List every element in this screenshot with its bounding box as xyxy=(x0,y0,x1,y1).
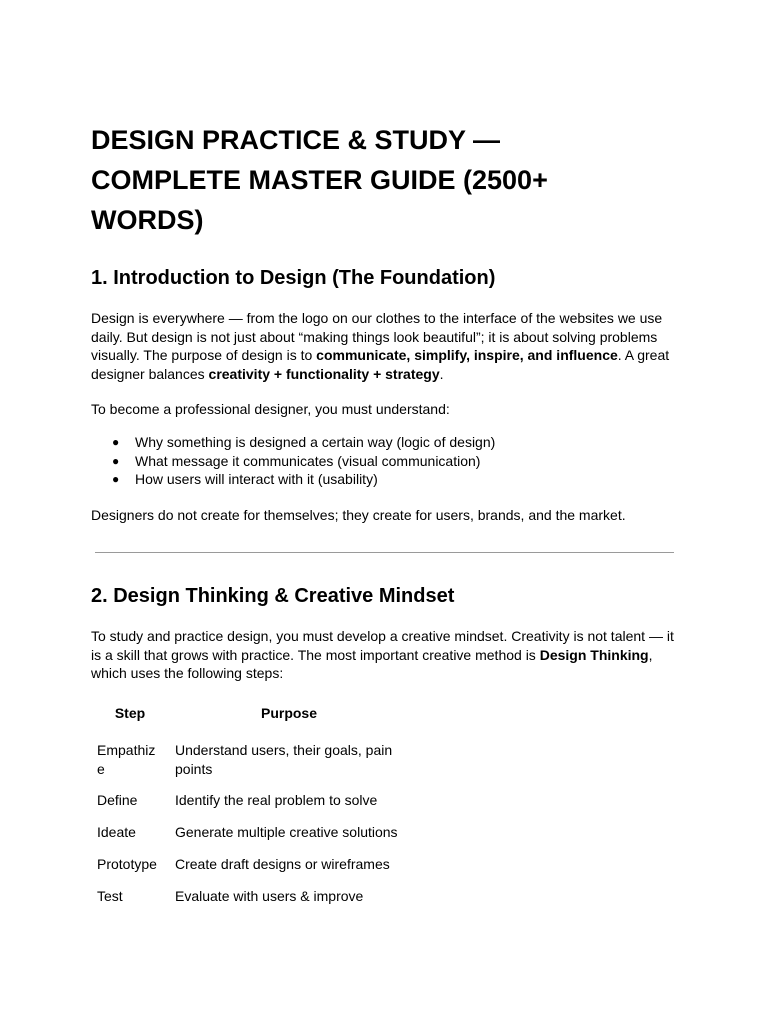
table-cell-step: Empathize xyxy=(97,742,156,777)
list-item-text: What message it communicates (visual communication) xyxy=(135,452,481,469)
section-2-paragraph-1 xyxy=(91,627,681,683)
section-1-heading: 1. Introduction to Design (The Foundation) xyxy=(91,267,496,289)
table-row xyxy=(91,735,409,785)
bold-text-run: communicate, simplify, inspire, and influence xyxy=(316,347,618,364)
bullet-icon: ● xyxy=(112,472,120,487)
table-cell-purpose: Create draft designs or wireframes xyxy=(175,855,390,872)
text-run: . A great designer balances xyxy=(91,347,670,383)
bullet-icon: ● xyxy=(112,453,120,468)
bold-text-run: creativity + functionality + strategy xyxy=(208,366,440,383)
list-item-text: How users will interact with it (usability) xyxy=(135,471,378,488)
list-item-text: Why something is designed a certain way (logic of design) xyxy=(135,434,496,450)
text-run: Design is everywhere — from the logo on our clothes to the interface of the websites we use daily. But design is not just about “making things look beautiful”; it is about solving problems visually. The purpose of design is to xyxy=(91,310,663,364)
table-cell-step: Prototype xyxy=(97,855,157,872)
bullet-list xyxy=(91,433,495,489)
table-cell-purpose: Understand users, their goals, pain points xyxy=(175,742,393,777)
list-item xyxy=(91,433,495,452)
section-1-paragraph-3: Designers do not create for themselves; they create for users, brands, and the market. xyxy=(91,507,626,523)
section-2-heading: 2. Design Thinking & Creative Mindset xyxy=(91,585,455,607)
text-run: . xyxy=(439,366,444,383)
horizontal-divider xyxy=(95,552,674,553)
table-header-purpose: Purpose xyxy=(260,705,317,721)
table-row xyxy=(91,881,409,913)
document-title: DESIGN PRACTICE & STUDY — COMPLETE MASTER GUIDE (2500+ WORDS) xyxy=(91,125,548,235)
table-cell-purpose: Identify the real problem to solve xyxy=(175,792,378,809)
text-run: , which uses the following steps: xyxy=(91,646,653,682)
table-header-step: Step xyxy=(114,705,146,721)
table-cell-step: Test xyxy=(97,887,123,904)
table-row xyxy=(91,817,409,849)
design-thinking-table xyxy=(91,705,409,912)
table-row xyxy=(91,785,409,817)
text-run: To study and practice design, you must develop a creative mindset. Creativity is not talent — it is a skill that grows with practice. The most important creative method is xyxy=(91,628,674,663)
table-cell-step: Define xyxy=(97,792,138,809)
list-item xyxy=(91,452,495,471)
table-header-row xyxy=(91,705,409,735)
section-1-paragraph-2: To become a professional designer, you must understand: xyxy=(91,401,450,417)
table-cell-step: Ideate xyxy=(97,824,136,841)
table-cell-purpose: Generate multiple creative solutions xyxy=(175,824,398,841)
list-item xyxy=(91,470,495,489)
bullet-icon: ● xyxy=(112,435,120,449)
table-cell-purpose: Evaluate with users & improve xyxy=(175,887,364,904)
table-row xyxy=(91,849,409,881)
bold-text-run: Design Thinking xyxy=(539,646,649,663)
section-1-paragraph-1 xyxy=(91,309,681,384)
